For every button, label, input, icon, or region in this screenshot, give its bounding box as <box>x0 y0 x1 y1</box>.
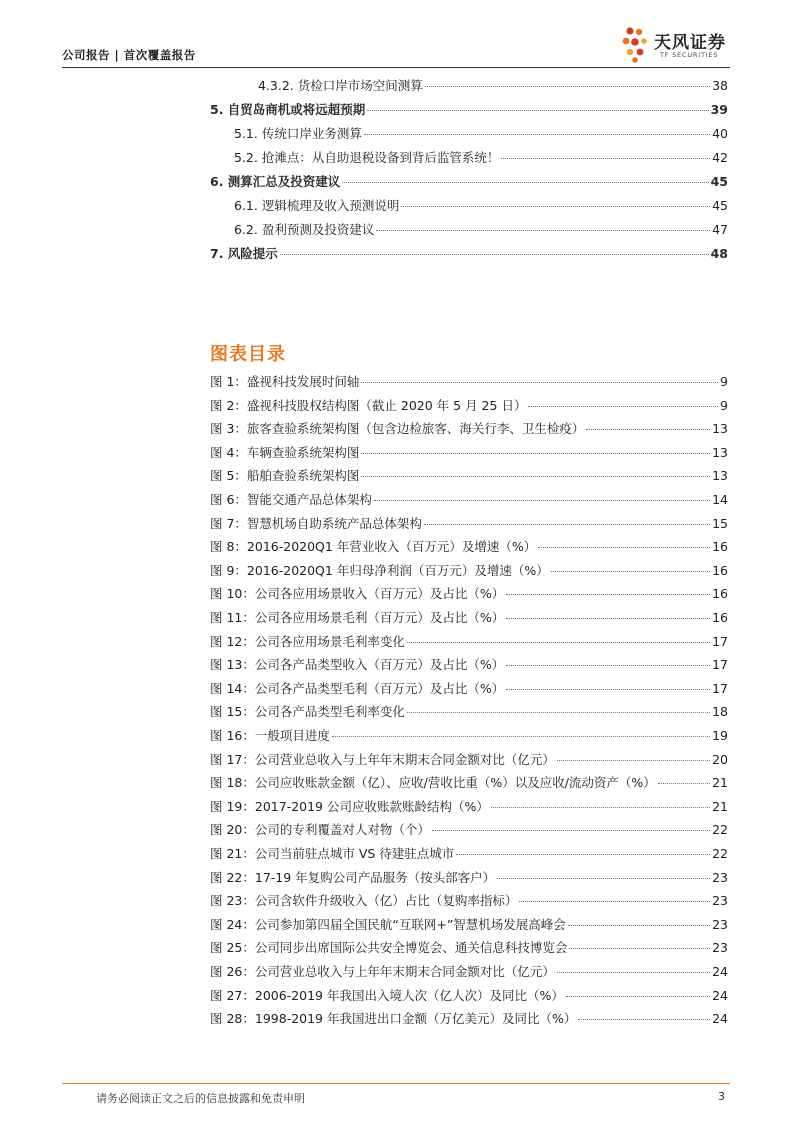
toc-entry[interactable] <box>210 172 728 190</box>
figure-entry-title: 图 5：船舶查验系统架构图 <box>210 468 360 484</box>
figure-entry-title: 图 15：公司各产品类型毛利率变化 <box>210 704 405 720</box>
figure-entry-page: 22 <box>712 846 728 861</box>
figure-entry-title: 图 12：公司各应用场景毛利率变化 <box>210 633 405 649</box>
figure-entry-title: 图 24：公司参加第四届全国民航“互联网+”智慧机场发展高峰会 <box>210 916 566 932</box>
toc-entry-title: 5.1. 传统口岸业务测算 <box>234 126 362 141</box>
figure-entry-title: 图 28：1998-2019 年我国进出口金额（万亿美元）及同比（%） <box>210 1011 577 1027</box>
toc-entry-title: 6. 测算汇总及投资建议 <box>210 174 341 189</box>
dot-leader <box>425 86 710 87</box>
figure-entry-page: 16 <box>712 539 728 555</box>
figure-entry[interactable] <box>210 514 728 532</box>
figure-entry-title: 图 3：旅客查验系统架构图（包含边检旅客、海关行李、卫生检疫） <box>210 421 585 437</box>
figure-entry[interactable] <box>210 466 728 484</box>
toc-entry[interactable] <box>210 100 728 118</box>
figure-entry-page: 15 <box>712 515 728 531</box>
header-rule <box>62 67 730 68</box>
figure-entry-page: 9 <box>720 397 728 413</box>
toc-entry[interactable] <box>210 76 728 94</box>
figure-entry-page: 18 <box>712 704 728 720</box>
figure-entry[interactable] <box>210 608 728 626</box>
toc-entry-page: 39 <box>710 102 728 117</box>
dot-leader <box>658 783 710 784</box>
figure-entry-title: 图 6：智能交通产品总体架构 <box>210 492 372 507</box>
logo-chinese-name: 天风证券 <box>654 33 726 53</box>
dot-leader <box>424 524 710 525</box>
dot-leader <box>497 878 710 879</box>
figure-entry-page: 21 <box>712 798 728 814</box>
figure-entry-page: 23 <box>712 940 728 956</box>
figure-entry-title: 图 16：一般项目进度 <box>210 728 330 743</box>
figure-entry[interactable] <box>210 962 728 980</box>
figure-entry-page: 17 <box>712 680 728 696</box>
figure-entry-title: 图 26：公司营业总收入与上年年末期末合同金额对比（亿元） <box>210 964 555 979</box>
figure-entry-page: 19 <box>712 728 728 743</box>
figure-entry[interactable] <box>210 537 728 555</box>
figure-entry-title: 图 14：公司各产品类型毛利（百万元）及占比（%） <box>210 680 505 696</box>
figure-entry-page: 13 <box>712 444 728 460</box>
figure-entry[interactable] <box>210 490 728 508</box>
toc-entry-page: 45 <box>710 174 728 189</box>
figure-entry[interactable] <box>210 844 728 862</box>
dot-leader <box>361 476 710 477</box>
figure-entry-page: 24 <box>712 987 728 1003</box>
dot-leader <box>364 134 710 135</box>
footer-rule <box>62 1083 730 1084</box>
figure-entry-page: 9 <box>720 374 728 389</box>
figure-entry-page: 21 <box>712 775 728 791</box>
figure-entry[interactable] <box>210 679 728 697</box>
dot-leader <box>501 158 710 159</box>
figure-entry[interactable] <box>210 632 728 650</box>
dot-leader <box>332 736 710 737</box>
figure-entry-title: 图 10：公司各应用场景收入（百万元）及占比（%） <box>210 586 505 602</box>
figure-entry[interactable] <box>210 584 728 602</box>
figure-entry-title: 图 20：公司的专利覆盖对人对物（个） <box>210 822 430 838</box>
dot-leader <box>407 642 710 643</box>
figure-entry-page: 22 <box>712 822 728 838</box>
toc-entry-title: 4.3.2. 货检口岸市场空间测算 <box>258 78 423 93</box>
toc-entry[interactable] <box>210 220 728 238</box>
toc-entry[interactable] <box>210 124 728 142</box>
figure-entry-title: 图 23：公司含软件升级收入（亿）占比（复购率指标） <box>210 893 518 909</box>
figure-entry[interactable] <box>210 726 728 744</box>
toc-entry-title: 6.2. 盈利预测及投资建议 <box>234 222 375 237</box>
toc-entry-page: 45 <box>712 198 728 213</box>
company-logo <box>620 24 735 64</box>
figure-entry[interactable] <box>210 891 728 909</box>
dot-leader <box>506 665 710 666</box>
figure-entry[interactable] <box>210 938 728 956</box>
figure-entry[interactable] <box>210 396 728 414</box>
figure-entry-title: 图 21：公司当前驻点城市 VS 待建驻点城市 <box>210 846 455 861</box>
logo-mark-icon <box>620 24 654 64</box>
dot-leader <box>538 547 710 548</box>
dot-leader <box>361 382 718 383</box>
figure-entry[interactable] <box>210 820 728 838</box>
figure-entry-title: 图 22：17-19 年复购公司产品服务（按头部客户） <box>210 869 496 885</box>
figure-entry-title: 图 2：盛视科技股权结构图（截止 2020 年 5 月 25 日） <box>210 397 527 413</box>
dot-leader <box>568 925 710 926</box>
figure-entry[interactable] <box>210 773 728 791</box>
figure-entry-page: 14 <box>712 492 728 507</box>
figure-entry-page: 20 <box>712 751 728 767</box>
dot-leader <box>519 901 710 902</box>
dot-leader <box>367 110 708 111</box>
figure-entry[interactable] <box>210 419 728 437</box>
figure-entry-page: 23 <box>712 893 728 909</box>
figures-section-title: 图表目录 <box>210 344 286 365</box>
dot-leader <box>376 230 710 231</box>
dot-leader <box>528 406 718 407</box>
figure-entry-title: 图 13：公司各产品类型收入（百万元）及占比（%） <box>210 657 505 673</box>
dot-leader <box>342 182 708 183</box>
figure-entry[interactable] <box>210 986 728 1004</box>
dot-leader <box>557 760 710 761</box>
toc-entry-page: 47 <box>712 222 728 237</box>
figure-entry-title: 图 1：盛视科技发展时间轴 <box>210 374 360 389</box>
figure-entry[interactable] <box>210 797 728 815</box>
figure-entry-page: 24 <box>712 1011 728 1027</box>
figure-entry-page: 23 <box>712 869 728 885</box>
dot-leader <box>566 996 710 997</box>
figure-entry-title: 图 25：公司同步出席国际公共安全博览会、通关信息科技博览会 <box>210 940 568 956</box>
figure-entry-page: 17 <box>712 633 728 649</box>
figure-entry-title: 图 18：公司应收账款金额（亿）、应收/营收比重（%）以及应收/流动资产（%） <box>210 775 656 791</box>
toc-entry-title: 5. 自贸岛商机或将远超预期 <box>210 102 366 117</box>
dot-leader <box>506 689 710 690</box>
figure-entry-page: 16 <box>712 586 728 602</box>
figure-entry[interactable] <box>210 561 728 579</box>
toc-entry-page: 42 <box>712 150 728 165</box>
dot-leader <box>506 618 710 619</box>
toc-entry[interactable] <box>210 244 728 262</box>
toc-entry-page: 38 <box>712 78 728 93</box>
toc-entry-title: 5.2. 抢滩点：从自助退税设备到背后监管系统！ <box>234 150 500 165</box>
toc-entry-title: 7. 风险提示 <box>210 246 278 261</box>
figure-entry[interactable] <box>210 655 728 673</box>
figure-entry[interactable] <box>210 443 728 461</box>
figure-entry[interactable] <box>210 372 728 390</box>
figure-entry-title: 图 7：智慧机场自助系统产品总体架构 <box>210 515 422 531</box>
dot-leader <box>491 807 710 808</box>
dot-leader <box>374 500 710 501</box>
dot-leader <box>551 571 710 572</box>
header-left-title: 公司报告 | 首次覆盖报告 <box>62 48 196 62</box>
footer-disclaimer: 请务必阅读正文之后的信息披露和免责申明 <box>96 1092 305 1105</box>
figure-entry-title: 图 11：公司各应用场景毛利（百万元）及占比（%） <box>210 610 505 625</box>
dot-leader <box>407 712 710 713</box>
toc-entry-page: 48 <box>710 246 728 261</box>
figure-entry-page: 17 <box>712 657 728 673</box>
figure-entry-title: 图 4：车辆查验系统架构图 <box>210 444 360 460</box>
figure-entry-page: 23 <box>712 916 728 932</box>
dot-leader <box>586 429 710 430</box>
dot-leader <box>280 254 709 255</box>
figure-entry[interactable] <box>210 1009 728 1027</box>
dot-leader <box>401 206 710 207</box>
figure-entry[interactable] <box>210 868 728 886</box>
dot-leader <box>361 453 710 454</box>
figure-entry[interactable] <box>210 750 728 768</box>
figure-entry[interactable] <box>210 702 728 720</box>
dot-leader <box>456 854 710 855</box>
figure-entry-title: 图 9：2016-2020Q1 年归母净利润（百万元）及增速（%） <box>210 562 549 578</box>
dot-leader <box>506 594 710 595</box>
figure-entry-page: 13 <box>712 468 728 484</box>
dot-leader <box>432 830 710 831</box>
toc-entry-page: 40 <box>712 126 728 141</box>
dot-leader <box>578 1019 710 1020</box>
figure-entry-title: 图 17：公司营业总收入与上年年末期末合同金额对比（亿元） <box>210 751 555 767</box>
figure-entry-page: 13 <box>712 421 728 437</box>
figure-entry-title: 图 27：2006-2019 年我国出入境人次（亿人次）及同比（%） <box>210 987 564 1003</box>
dot-leader <box>557 972 710 973</box>
toc-entry[interactable] <box>210 148 728 166</box>
dot-leader <box>569 948 710 949</box>
figure-entry-page: 16 <box>712 610 728 625</box>
figure-entry-title: 图 19：2017-2019 公司应收账款账龄结构（%） <box>210 798 489 814</box>
toc-entry-title: 6.1. 逻辑梳理及收入预测说明 <box>234 198 400 213</box>
figure-entry-page: 16 <box>712 562 728 578</box>
figure-entry-page: 24 <box>712 964 728 979</box>
figure-entry-title: 图 8：2016-2020Q1 年营业收入（百万元）及增速（%） <box>210 539 537 555</box>
logo-english-name: TF SECURITIES <box>660 51 719 59</box>
footer-page-number: 3 <box>718 1090 725 1103</box>
figure-entry[interactable] <box>210 915 728 933</box>
toc-entry[interactable] <box>210 196 728 214</box>
